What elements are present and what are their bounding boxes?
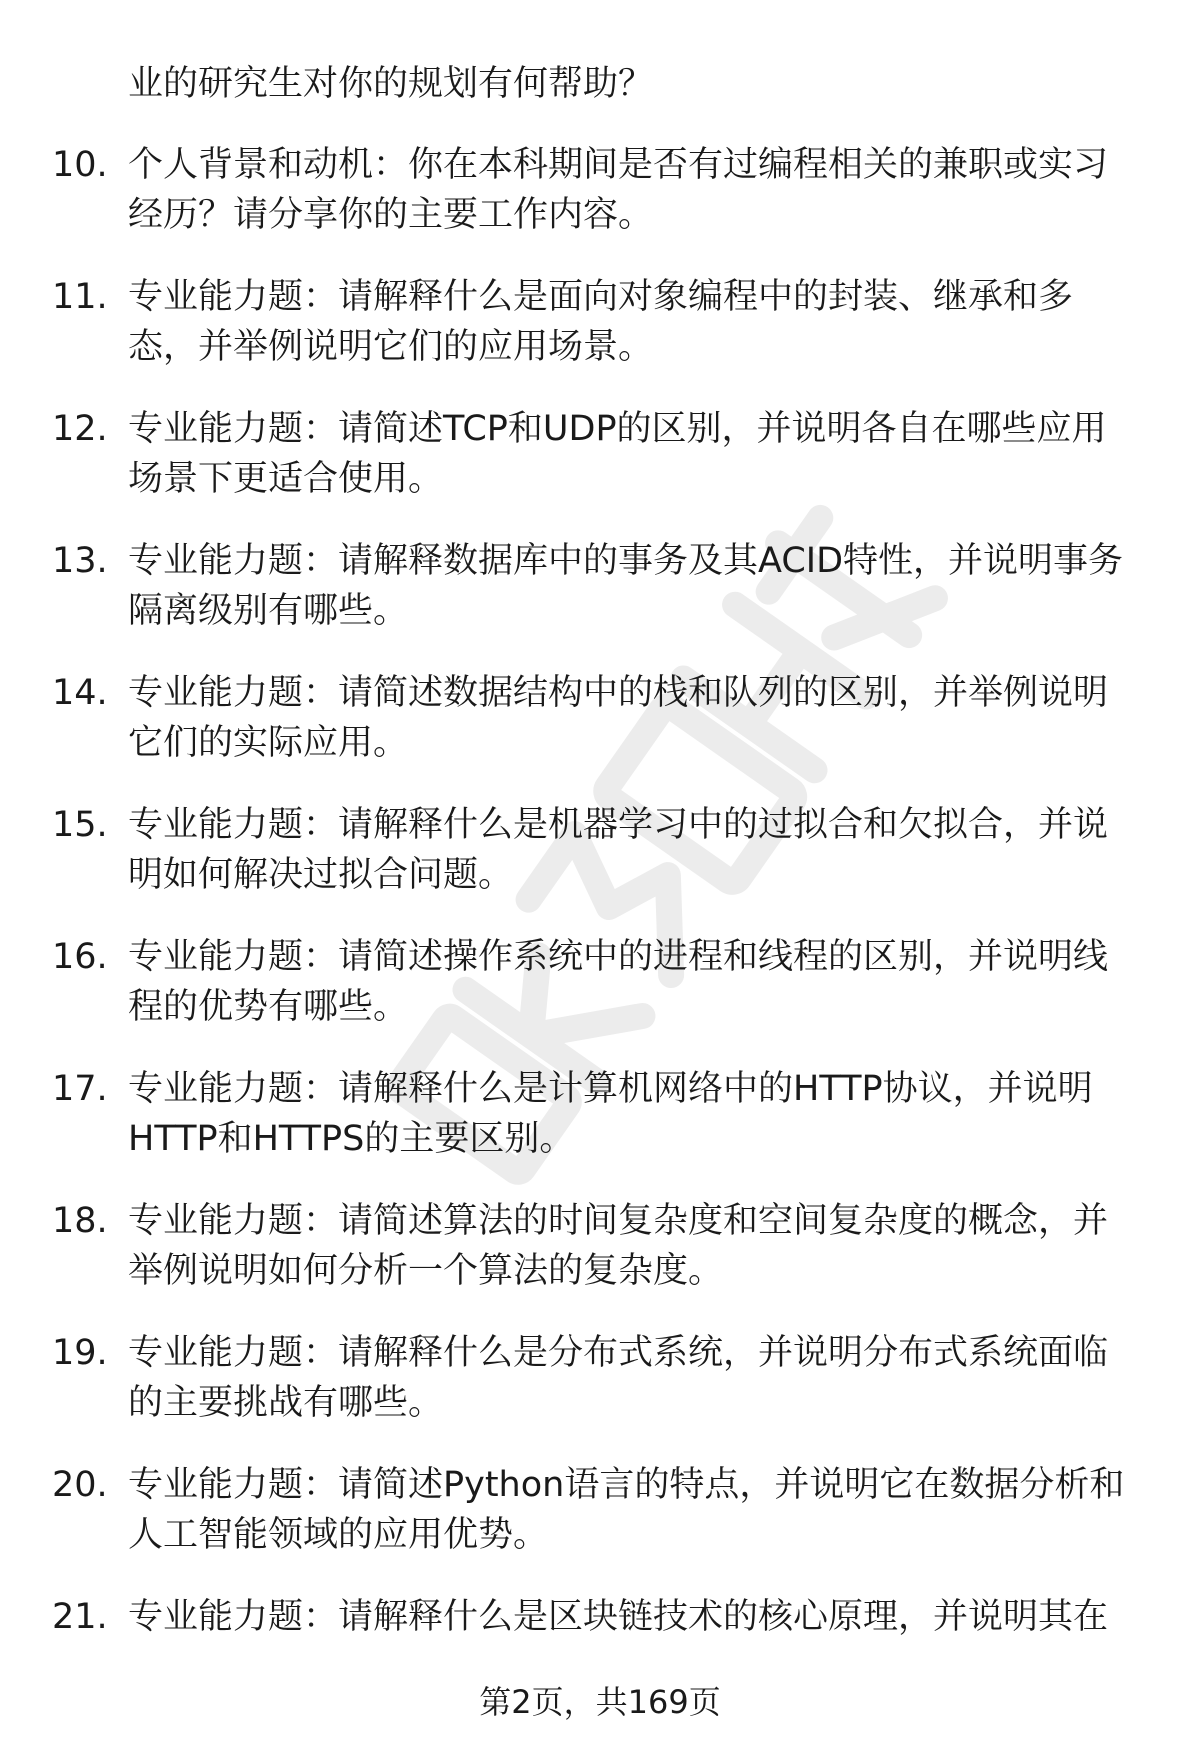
question-text (128, 1196, 1168, 1296)
question-text (128, 1328, 1168, 1428)
question-line: 态，并举例说明它们的应用场景。 (128, 327, 654, 367)
question-line: 专业能力题：请解释数据库中的事务及其ACID特性，并说明事务 (128, 541, 1124, 581)
question-text (128, 1460, 1168, 1560)
page-footer: 第2页，共169页 (479, 1683, 721, 1721)
question-number: 18. (52, 1201, 108, 1241)
question-number: 11. (52, 277, 108, 317)
question-number: 12. (52, 409, 108, 449)
question-line: 程的优势有哪些。 (128, 987, 409, 1027)
question-item (0, 1064, 1200, 1196)
question-line: 隔离级别有哪些。 (128, 591, 409, 631)
continued-question-text: 业的研究生对你的规划有何帮助？ (128, 64, 654, 104)
question-item (0, 1328, 1200, 1460)
question-item (0, 800, 1200, 932)
question-line: 它们的实际应用。 (128, 723, 409, 763)
question-text (128, 1064, 1168, 1164)
question-number: 13. (52, 541, 108, 581)
question-list (0, 140, 1200, 1724)
question-line: 专业能力题：请解释什么是分布式系统，并说明分布式系统面临 (128, 1333, 1109, 1373)
question-text (128, 536, 1168, 636)
question-item (0, 404, 1200, 536)
question-line: 专业能力题：请简述Python语言的特点，并说明它在数据分析和 (128, 1465, 1125, 1505)
question-text (128, 404, 1168, 504)
question-line: 专业能力题：请简述算法的时间复杂度和空间复杂度的概念，并 (128, 1201, 1109, 1241)
question-item (0, 536, 1200, 668)
question-line: 场景下更适合使用。 (128, 459, 444, 499)
question-item (0, 140, 1200, 272)
question-item (0, 1460, 1200, 1592)
question-line: 个人背景和动机：你在本科期间是否有过编程相关的兼职或实习 (128, 145, 1109, 185)
question-text (128, 272, 1168, 372)
question-line: 经历？请分享你的主要工作内容。 (128, 195, 654, 235)
question-text (128, 800, 1168, 900)
question-number: 15. (52, 805, 108, 845)
question-line: 的主要挑战有哪些。 (128, 1383, 444, 1423)
question-item (0, 272, 1200, 404)
question-line: 举例说明如何分析一个算法的复杂度。 (128, 1251, 724, 1291)
question-line: 专业能力题：请简述数据结构中的栈和队列的区别，并举例说明 (128, 673, 1109, 713)
question-line: 专业能力题：请解释什么是区块链技术的核心原理，并说明其在 (128, 1597, 1109, 1637)
question-number: 10. (52, 145, 108, 185)
question-line: HTTP和HTTPS的主要区别。 (128, 1119, 575, 1159)
question-number: 14. (52, 673, 108, 713)
question-line: 专业能力题：请简述操作系统中的进程和线程的区别，并说明线 (128, 937, 1109, 977)
question-number: 21. (52, 1597, 108, 1637)
question-text (128, 668, 1168, 768)
question-item (0, 932, 1200, 1064)
question-number: 17. (52, 1069, 108, 1109)
question-text (128, 140, 1168, 240)
question-line: 明如何解决过拟合问题。 (128, 855, 514, 895)
question-line: 专业能力题：请简述TCP和UDP的区别，并说明各自在哪些应用 (128, 409, 1107, 449)
question-number: 16. (52, 937, 108, 977)
question-text (128, 932, 1168, 1032)
question-number: 20. (52, 1465, 108, 1505)
question-line: 专业能力题：请解释什么是机器学习中的过拟合和欠拟合，并说 (128, 805, 1109, 845)
question-number: 19. (52, 1333, 108, 1373)
question-line: 专业能力题：请解释什么是面向对象编程中的封装、继承和多 (128, 277, 1074, 317)
question-text (128, 1592, 1168, 1642)
question-item (0, 1196, 1200, 1328)
question-item (0, 668, 1200, 800)
question-line: 人工智能领域的应用优势。 (128, 1515, 549, 1555)
question-line: 专业能力题：请解释什么是计算机网络中的HTTP协议，并说明 (128, 1069, 1093, 1109)
